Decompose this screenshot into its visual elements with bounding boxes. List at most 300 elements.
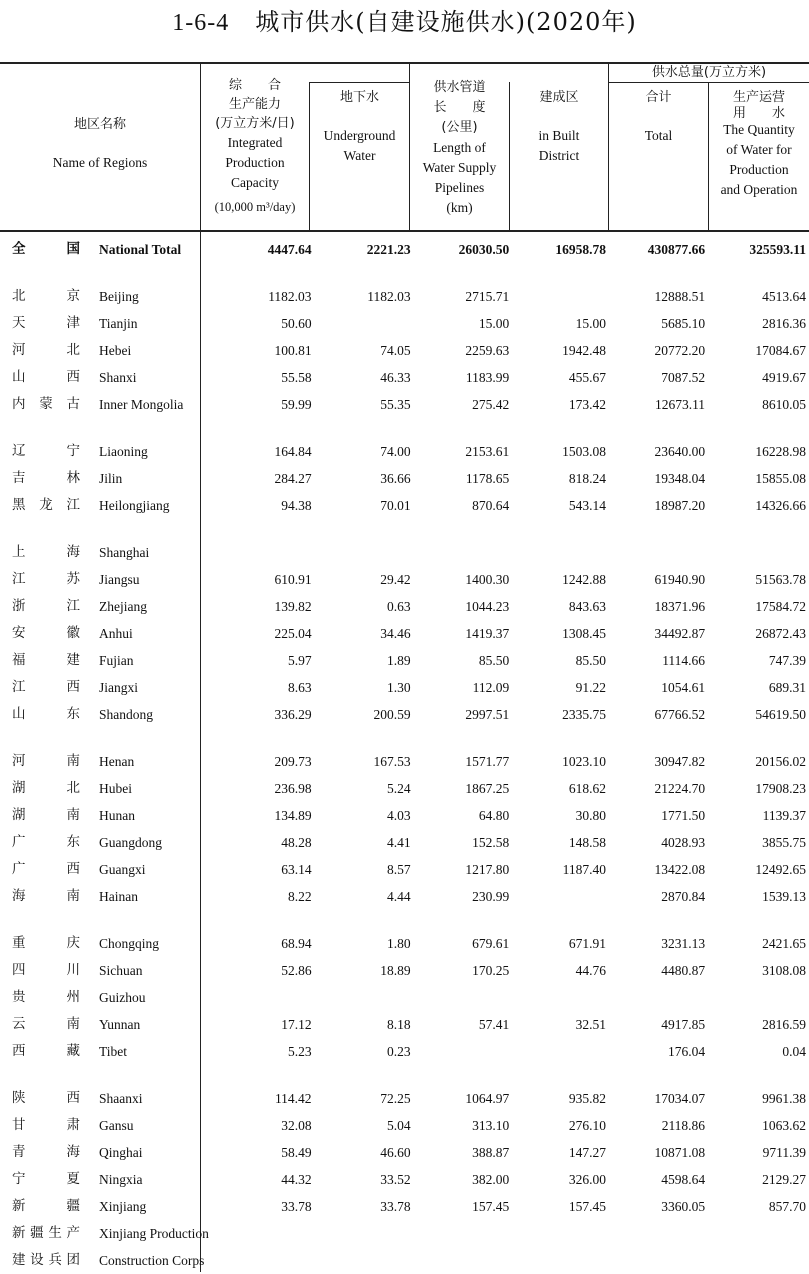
table-row [0, 674, 809, 701]
header-production-en4: and Operation [720, 182, 798, 197]
table-row [0, 593, 809, 620]
value-cell [413, 539, 512, 566]
value-cell: 4513.64 [762, 289, 806, 304]
header-integrated-en2: Production [225, 155, 285, 170]
value-cell: 1114.66 [662, 653, 706, 668]
value-cell: 610.91 [274, 572, 312, 587]
region-en: Fujian [99, 653, 134, 668]
region-cn: 湖南 [12, 807, 80, 823]
value-cell: 1308.45 [562, 626, 606, 641]
region-cn: 江苏 [12, 571, 80, 587]
header-integrated-en3: Capacity [231, 175, 279, 190]
value-cell: 747.39 [768, 653, 806, 668]
value-cell: 19348.04 [654, 471, 706, 486]
value-cell: 20156.02 [755, 754, 806, 769]
spacer-row [0, 910, 809, 930]
table-row [0, 1139, 809, 1166]
value-cell: 388.87 [472, 1145, 510, 1160]
value-cell [209, 539, 314, 566]
value-cell: 9961.38 [762, 1091, 806, 1106]
region-cn: 青海 [12, 1144, 80, 1160]
value-cell: 20772.20 [654, 343, 706, 358]
region-cn: 重庆 [12, 935, 80, 951]
value-cell: 70.01 [380, 498, 411, 513]
value-cell: 1.30 [387, 680, 411, 695]
value-cell: 857.70 [768, 1199, 806, 1214]
value-cell: 870.64 [472, 498, 510, 513]
value-cell: 1044.23 [465, 599, 510, 614]
value-cell: 313.10 [472, 1118, 510, 1133]
header-total [609, 88, 708, 146]
value-cell: 3855.75 [762, 835, 806, 850]
region-en: Shanxi [99, 370, 137, 385]
header-production-en1: The Quantity [723, 122, 795, 137]
region-en: Yunnan [99, 1017, 141, 1032]
table-row [0, 856, 809, 883]
header-total-en: Total [644, 128, 673, 143]
value-cell: 17034.07 [654, 1091, 706, 1106]
value-cell [314, 1220, 413, 1247]
region-cn-cell [0, 438, 93, 465]
value-cell: 13422.08 [654, 862, 706, 877]
value-cell [209, 1247, 314, 1274]
region-cn-cell [0, 930, 93, 957]
value-cell: 2335.75 [562, 707, 606, 722]
value-cell: 2870.84 [661, 889, 706, 904]
value-cell: 1419.37 [465, 626, 510, 641]
value-cell: 8.18 [387, 1017, 411, 1032]
value-cell: 21224.70 [654, 781, 706, 796]
table-row [0, 391, 809, 418]
integrated-subrule [309, 82, 409, 83]
spacer-row [0, 263, 809, 283]
value-cell: 326.00 [568, 1172, 606, 1187]
value-cell: 679.61 [472, 936, 510, 951]
region-cn-cell [0, 1112, 93, 1139]
table-row [0, 802, 809, 829]
table-row [0, 235, 809, 263]
region-cn-cell [0, 829, 93, 856]
region-cn-cell [0, 957, 93, 984]
value-cell: 33.78 [380, 1199, 411, 1214]
value-cell: 4.41 [387, 835, 411, 850]
region-cn: 建设兵团 [12, 1252, 80, 1268]
spacer-cell [0, 263, 809, 283]
region-en: Jiangxi [99, 680, 139, 695]
region-cn-cell [0, 337, 93, 364]
value-cell: 55.58 [281, 370, 312, 385]
value-cell: 5.24 [387, 781, 411, 796]
value-cell: 18371.96 [654, 599, 706, 614]
value-cell: 10871.08 [654, 1145, 706, 1160]
header-integrated-unit: (10,000 m³/day) [214, 200, 296, 214]
table-row [0, 1038, 809, 1065]
region-cn: 陕西 [12, 1090, 80, 1106]
header-total-supply [609, 63, 809, 83]
table-row [0, 364, 809, 391]
region-cn: 云南 [12, 1016, 80, 1032]
value-cell: 4.44 [387, 889, 411, 904]
value-cell: 36.66 [380, 471, 411, 486]
region-en: Construction Corps [99, 1253, 205, 1268]
spacer-cell [0, 728, 809, 748]
region-en: Guangdong [99, 835, 163, 850]
value-cell: 8.22 [287, 889, 312, 904]
region-cn: 新疆 [12, 1198, 80, 1214]
header-region [0, 115, 200, 173]
value-cell: 543.14 [568, 498, 606, 513]
value-cell [707, 984, 809, 1011]
value-cell: 112.09 [472, 680, 510, 695]
header-built-cn: 建成区 [539, 90, 579, 105]
value-cell: 167.53 [373, 754, 411, 769]
table-row [0, 310, 809, 337]
header-integrated-cn3: (万立方米/日) [215, 116, 295, 131]
value-cell [608, 1220, 707, 1247]
value-cell: 74.05 [380, 343, 411, 358]
value-cell: 4447.64 [267, 241, 312, 257]
value-cell: 818.24 [568, 471, 606, 486]
region-cn-cell [0, 310, 93, 337]
value-cell: 1571.77 [465, 754, 510, 769]
value-cell [413, 1038, 512, 1065]
header-integrated-en1: Integrated [227, 135, 283, 150]
region-cn-cell [0, 1011, 93, 1038]
value-cell [413, 984, 512, 1011]
table-row [0, 438, 809, 465]
region-cn-cell [0, 492, 93, 519]
value-cell: 2129.27 [762, 1172, 806, 1187]
value-cell: 170.25 [472, 963, 510, 978]
value-cell: 1139.37 [762, 808, 806, 823]
value-cell: 26030.50 [458, 241, 510, 257]
value-cell: 2421.65 [762, 936, 806, 951]
value-cell: 32.08 [281, 1118, 312, 1133]
value-cell: 33.78 [281, 1199, 312, 1214]
region-en: Liaoning [99, 444, 148, 459]
region-cn: 福建 [12, 652, 80, 668]
region-en: Jiangsu [99, 572, 140, 587]
value-cell [209, 1220, 314, 1247]
region-en: Xinjiang Production [99, 1226, 209, 1241]
value-cell: 46.33 [380, 370, 411, 385]
value-cell: 1178.65 [465, 471, 510, 486]
value-cell [511, 1038, 608, 1065]
value-cell [511, 1220, 608, 1247]
value-cell: 52.86 [281, 963, 312, 978]
value-cell [511, 539, 608, 566]
region-en: Gansu [99, 1118, 134, 1133]
value-cell: 91.22 [575, 680, 606, 695]
value-cell: 5.97 [287, 653, 312, 668]
value-cell: 284.27 [274, 471, 312, 486]
value-cell: 1.80 [387, 936, 411, 951]
region-cn: 内蒙古 [12, 396, 80, 412]
value-cell: 4598.64 [661, 1172, 706, 1187]
value-cell: 2997.51 [465, 707, 510, 722]
value-cell: 164.84 [274, 444, 312, 459]
table-row [0, 539, 809, 566]
region-cn: 宁夏 [12, 1171, 80, 1187]
value-cell: 1867.25 [465, 781, 510, 796]
value-cell: 12492.65 [755, 862, 806, 877]
region-cn: 广东 [12, 834, 80, 850]
region-cn-cell [0, 283, 93, 310]
value-cell: 3231.13 [661, 936, 706, 951]
value-cell: 30.80 [575, 808, 606, 823]
table-number: 1-6-4 [172, 10, 230, 36]
header-total-cn: 合计 [645, 90, 672, 105]
value-cell [608, 1247, 707, 1274]
value-cell: 5685.10 [661, 316, 706, 331]
header-integrated-cn1: 综 合 [228, 78, 281, 93]
value-cell: 61940.90 [654, 572, 706, 587]
value-cell: 4028.93 [661, 835, 706, 850]
value-cell: 5.23 [287, 1044, 312, 1059]
value-cell: 16958.78 [555, 241, 606, 257]
value-cell: 17084.67 [755, 343, 806, 358]
region-cn: 山西 [12, 369, 80, 385]
value-cell: 59.99 [281, 397, 312, 412]
region-cn-cell [0, 566, 93, 593]
value-cell: 173.42 [568, 397, 606, 412]
header-total-supply-cn: 供水总量(万立方米) [651, 65, 767, 80]
value-cell: 100.81 [274, 343, 312, 358]
table-row [0, 748, 809, 775]
value-cell: 29.42 [380, 572, 411, 587]
value-cell: 44.32 [281, 1172, 312, 1187]
value-cell: 17908.23 [755, 781, 806, 796]
header-pipeline-cn2: 长 度 [433, 100, 486, 115]
region-cn-cell [0, 620, 93, 647]
region-cn: 西藏 [12, 1043, 80, 1059]
header-pipeline [410, 78, 509, 218]
region-en: Hainan [99, 889, 139, 904]
value-cell: 1942.48 [562, 343, 606, 358]
value-cell: 4917.85 [661, 1017, 706, 1032]
table-row [0, 647, 809, 674]
header-built-district [510, 88, 608, 166]
region-cn-cell [0, 748, 93, 775]
value-cell: 1063.62 [762, 1118, 806, 1133]
value-cell [209, 984, 314, 1011]
header-integrated [201, 76, 309, 217]
value-cell: 1183.99 [465, 370, 510, 385]
region-cn-cell [0, 1139, 93, 1166]
value-cell: 1023.10 [562, 754, 606, 769]
value-cell: 68.94 [281, 936, 312, 951]
value-cell: 1054.61 [661, 680, 706, 695]
region-en: Sichuan [99, 963, 143, 978]
value-cell: 1242.88 [562, 572, 606, 587]
region-en: Tibet [99, 1044, 128, 1059]
table-row [0, 701, 809, 728]
value-cell: 147.27 [568, 1145, 606, 1160]
value-cell: 16228.98 [755, 444, 806, 459]
region-cn-cell [0, 856, 93, 883]
table-title [0, 0, 809, 44]
value-cell: 225.04 [274, 626, 312, 641]
value-cell: 1400.30 [465, 572, 510, 587]
value-cell: 9711.39 [762, 1145, 806, 1160]
value-cell [314, 539, 413, 566]
region-en: Shaanxi [99, 1091, 143, 1106]
value-cell: 1217.80 [465, 862, 510, 877]
region-en: Xinjiang [99, 1199, 147, 1214]
header-underground-en1: Underground [323, 128, 396, 143]
value-cell: 32.51 [575, 1017, 606, 1032]
value-cell [314, 310, 413, 337]
header-underground-cn: 地下水 [339, 90, 379, 105]
value-cell: 12673.11 [654, 397, 706, 412]
value-cell [413, 1220, 512, 1247]
value-cell: 5.04 [387, 1118, 411, 1133]
value-cell: 1064.97 [465, 1091, 510, 1106]
region-cn: 吉林 [12, 470, 80, 486]
table-row [0, 1011, 809, 1038]
value-cell: 63.14 [281, 862, 312, 877]
table-title-text: 城市供水(自建设施供水)(2020年) [255, 8, 637, 36]
value-cell [707, 539, 809, 566]
value-cell: 17.12 [281, 1017, 312, 1032]
region-en: Chongqing [99, 936, 160, 951]
header-integrated-cn2: 生产能力 [228, 97, 281, 112]
value-cell: 8.63 [287, 680, 312, 695]
header-production-cn2: 用 水 [732, 106, 785, 121]
region-cn-cell [0, 1085, 93, 1112]
value-cell: 18987.20 [654, 498, 706, 513]
region-en: Shanghai [99, 545, 150, 560]
value-cell: 1539.13 [762, 889, 806, 904]
value-cell: 85.50 [575, 653, 606, 668]
value-cell: 2816.36 [762, 316, 806, 331]
value-cell: 200.59 [373, 707, 411, 722]
value-cell: 139.82 [274, 599, 312, 614]
value-cell: 230.99 [472, 889, 510, 904]
value-cell: 1771.50 [661, 808, 706, 823]
header-pipeline-cn1: 供水管道 [433, 80, 486, 95]
value-cell: 275.42 [472, 397, 510, 412]
value-cell [511, 1247, 608, 1274]
header-built-en1: in Built [538, 128, 580, 143]
region-cn-cell [0, 984, 93, 1011]
value-cell: 152.58 [472, 835, 510, 850]
value-cell: 23640.00 [654, 444, 706, 459]
region-en: Guangxi [99, 862, 146, 877]
header-underground-en2: Water [343, 148, 376, 163]
value-cell: 671.91 [568, 936, 606, 951]
region-en: Hebei [99, 343, 132, 358]
region-cn: 新疆生产 [12, 1225, 80, 1241]
region-cn: 河南 [12, 753, 80, 769]
value-cell: 50.60 [281, 316, 312, 331]
value-cell: 209.73 [274, 754, 312, 769]
value-cell: 8610.05 [762, 397, 806, 412]
value-cell: 1187.40 [562, 862, 606, 877]
value-cell: 2715.71 [465, 289, 510, 304]
region-en: Zhejiang [99, 599, 148, 614]
header-region-cn: 地区名称 [73, 117, 126, 132]
region-en: Inner Mongolia [99, 397, 184, 412]
value-cell: 57.41 [478, 1017, 510, 1032]
value-cell: 157.45 [568, 1199, 606, 1214]
value-cell: 8.57 [387, 862, 411, 877]
value-cell: 4.03 [387, 808, 411, 823]
table-row [0, 930, 809, 957]
value-cell [707, 1247, 809, 1274]
value-cell: 689.31 [768, 680, 806, 695]
value-cell: 74.00 [380, 444, 411, 459]
value-cell: 2153.61 [465, 444, 510, 459]
value-cell: 7087.52 [661, 370, 706, 385]
region-cn: 甘肃 [12, 1117, 80, 1133]
header-pipeline-en3: Pipelines [434, 180, 485, 195]
value-cell: 0.63 [387, 599, 411, 614]
value-cell: 46.60 [380, 1145, 411, 1160]
value-cell: 58.49 [281, 1145, 312, 1160]
region-cn-cell [0, 235, 93, 263]
value-cell: 14326.66 [755, 498, 806, 513]
header-region-en: Name of Regions [52, 155, 148, 170]
region-cn-cell [0, 775, 93, 802]
table-row [0, 566, 809, 593]
header-production-en3: Production [729, 162, 789, 177]
region-cn: 贵州 [12, 989, 80, 1005]
value-cell: 33.52 [380, 1172, 411, 1187]
header-pipeline-en1: Length of [433, 140, 486, 155]
table-row [0, 1166, 809, 1193]
region-cn: 北京 [12, 288, 80, 304]
value-cell: 67766.52 [654, 707, 706, 722]
value-cell: 17584.72 [755, 599, 806, 614]
value-cell: 51563.78 [755, 572, 806, 587]
value-cell: 2118.86 [661, 1118, 706, 1133]
region-cn-cell [0, 674, 93, 701]
spacer-cell [0, 519, 809, 539]
value-cell [608, 539, 707, 566]
region-cn: 湖北 [12, 780, 80, 796]
region-en: Anhui [99, 626, 133, 641]
table-row [0, 957, 809, 984]
data-table-body [0, 235, 809, 1274]
value-cell [608, 984, 707, 1011]
value-cell: 30947.82 [654, 754, 706, 769]
value-cell: 236.98 [274, 781, 312, 796]
region-en: Beijing [99, 289, 139, 304]
region-en: Tianjin [99, 316, 138, 331]
value-cell: 54619.50 [755, 707, 806, 722]
value-cell: 2816.59 [762, 1017, 806, 1032]
value-cell: 3360.05 [661, 1199, 706, 1214]
region-en: Heilongjiang [99, 498, 170, 513]
region-cn-cell [0, 539, 93, 566]
region-cn: 四川 [12, 962, 80, 978]
data-table [0, 235, 809, 1274]
region-en: Qinghai [99, 1145, 143, 1160]
region-cn: 山东 [12, 706, 80, 722]
region-cn-cell [0, 1193, 93, 1220]
table-row [0, 283, 809, 310]
table-row [0, 337, 809, 364]
region-cn-cell [0, 647, 93, 674]
header-pipeline-unit: (km) [446, 200, 473, 215]
region-cn-cell [0, 701, 93, 728]
spacer-row [0, 418, 809, 438]
table-row [0, 829, 809, 856]
value-cell: 0.04 [782, 1044, 806, 1059]
table-row [0, 1085, 809, 1112]
value-cell [314, 1247, 413, 1274]
